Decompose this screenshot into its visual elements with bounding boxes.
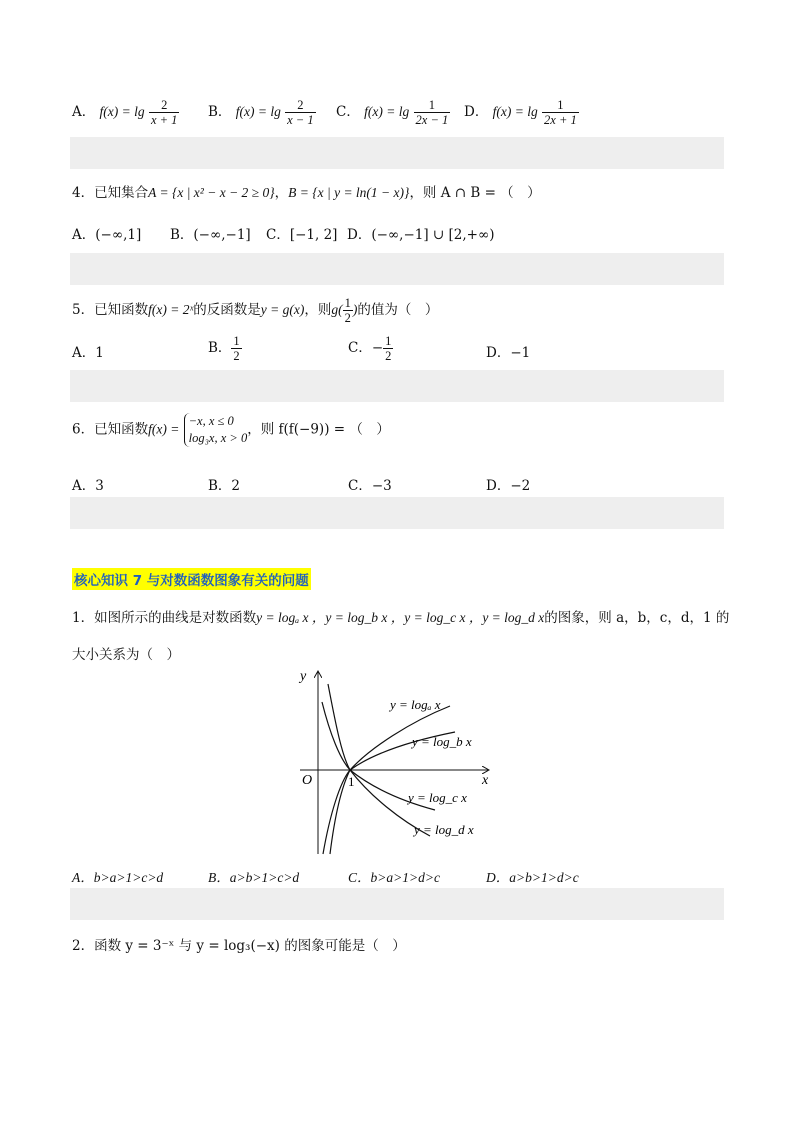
answer-area-q5 bbox=[70, 370, 724, 402]
q3-option-d: D． f(x) = lg $\frac{1}{2x + 1}$ bbox=[464, 98, 577, 127]
label-log-d: y = log_d x bbox=[414, 822, 474, 837]
q4-option-b: B．(−∞,−1] bbox=[170, 227, 251, 243]
q6-option-b: B．2 bbox=[208, 478, 241, 494]
q5-stem: 5．已知函数f(x) = 2ˣ的反函数是y = g(x)，则g( $\frac{1}{2}$ )的值为（ ） bbox=[72, 296, 439, 325]
q5-option-d: D．−1 bbox=[486, 345, 531, 361]
q5-option-a: A．1 bbox=[72, 345, 104, 361]
s7q1-stem: 1．如图所示的曲线是对数函数y = logₐ x ，y = log_b x ，y = log_c x ，y = log_d x的图象，则 a，b，c，d，1 的 bbox=[72, 610, 730, 626]
q4-option-c: C．[−1, 2] bbox=[266, 227, 338, 243]
section-heading: 核心知识 7 与对数函数图象有关的问题 bbox=[72, 568, 311, 590]
q4-option-d: D．(−∞,−1] ∪ [2,+∞) bbox=[347, 227, 495, 243]
s7q2-stem: 2．函数 y = 3⁻ˣ 与 y = log₃(−x) 的图象可能是（ ） bbox=[72, 938, 406, 954]
x-axis-label: x bbox=[482, 773, 489, 788]
origin-label: O bbox=[302, 773, 313, 788]
q6-stem: 6．已知函数f(x) = −x, x ≤ 0 log₃x, x > 0 ，则 f(f(−9)) = （ ） bbox=[72, 414, 390, 445]
q5-option-b: B． $\frac{1}{2}$ bbox=[208, 334, 240, 363]
s7q1-option-d: D．a>b>1>d>c bbox=[486, 870, 579, 885]
answer-area-s7q1 bbox=[70, 888, 724, 920]
q6-piecewise: −x, x ≤ 0 log₃x, x > 0 bbox=[184, 413, 248, 447]
s7q1-option-a: A．b>a>1>c>d bbox=[72, 870, 164, 885]
q3-option-c: C． f(x) = lg $\frac{1}{2x - 1}$ bbox=[336, 98, 449, 127]
answer-area-q4 bbox=[70, 253, 724, 285]
s7q1-option-b: B．a>b>1>c>d bbox=[208, 870, 300, 885]
q6-option-d: D．−2 bbox=[486, 478, 531, 494]
q4-option-a: A．(−∞,1] bbox=[72, 227, 142, 243]
s7q1-option-c: C．b>a>1>d>c bbox=[348, 870, 440, 885]
answer-area-q6 bbox=[70, 497, 724, 529]
q5-option-c: C．− $\frac{1}{2}$ bbox=[348, 334, 392, 363]
one-label: 1 bbox=[348, 774, 355, 789]
q6-option-c: C．−3 bbox=[348, 478, 392, 494]
q3-option-a: A． f(x) = lg $\frac{2}{x + 1}$ bbox=[72, 98, 178, 127]
label-log-b: y = log_b x bbox=[412, 734, 472, 749]
answer-area-q3 bbox=[70, 137, 724, 169]
q4-stem: 4．已知集合A = {x | x² − x − 2 ≥ 0}，B = {x | y = ln(1 − x)}，则 A ∩ B = （ ） bbox=[72, 185, 541, 201]
log-graph bbox=[290, 664, 500, 858]
q3-option-b: B． f(x) = lg $\frac{2}{x - 1}$ bbox=[208, 98, 314, 127]
q6-option-a: A．3 bbox=[72, 478, 104, 494]
label-log-c: y = log_c x bbox=[408, 790, 467, 805]
y-axis-label: y bbox=[300, 669, 307, 684]
label-log-a: y = logₐ x bbox=[390, 697, 441, 712]
s7q1-stem-line2: 大小关系为（ ） bbox=[72, 647, 180, 663]
